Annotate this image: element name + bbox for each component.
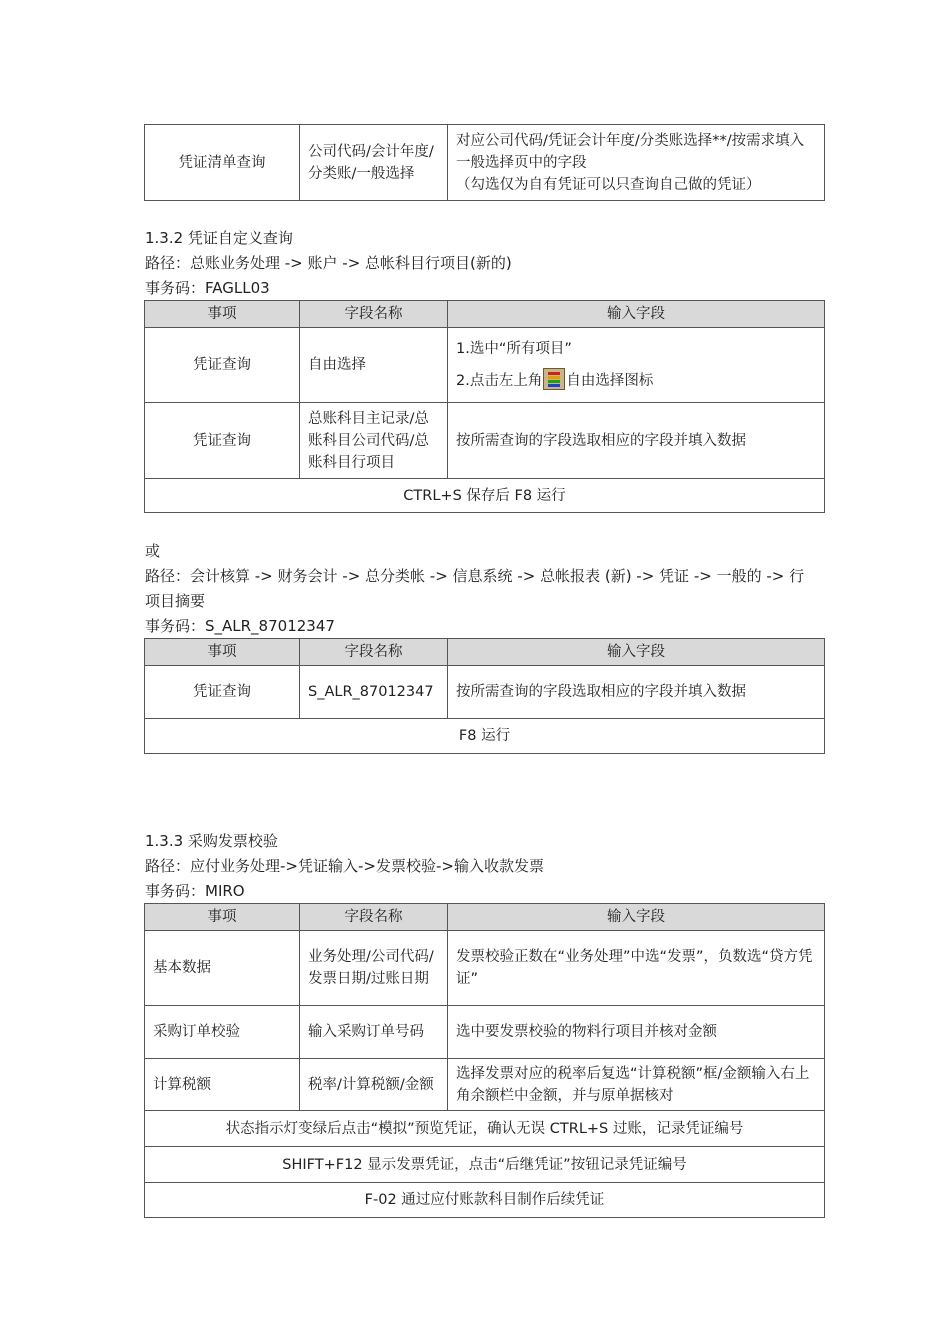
item-cell: 计算税额 bbox=[145, 1059, 300, 1111]
table-row bbox=[145, 328, 825, 403]
header-item: 事项 bbox=[145, 904, 300, 931]
item-cell: 基本数据 bbox=[145, 931, 300, 1006]
header-field: 字段名称 bbox=[300, 904, 448, 931]
field-cell: 税率/计算税额/金额 bbox=[300, 1059, 448, 1111]
transaction-code: 事务码：FAGLL03 bbox=[145, 279, 270, 297]
free-selection-icon bbox=[543, 368, 565, 390]
input-note: （勾选仅为自有凭证可以只查询自己做的凭证） bbox=[456, 176, 761, 193]
transaction-code: 事务码：S_ALR_87012347 bbox=[145, 617, 335, 635]
step-2-prefix: 2.点击左上角 bbox=[456, 373, 543, 389]
input-cell: 发票校验正数在“业务处理”中选“发票”，负数选“贷方凭证” bbox=[448, 931, 825, 1006]
input-cell: 按所需查询的字段选取相应的字段并填入数据 bbox=[448, 666, 825, 719]
footer-note: 状态指示灯变绿后点击“模拟”预览凭证，确认无误 CTRL+S 过账，记录凭证编号 bbox=[145, 1111, 825, 1147]
step-2-suffix: 自由选择图标 bbox=[566, 373, 654, 389]
table-footer-row bbox=[145, 1183, 825, 1218]
input-cell: 选择发票对应的税率后复选“计算税额”框/金额输入右上角余额栏中金额，并与原单据核对 bbox=[448, 1059, 825, 1111]
input-cell: 按所需查询的字段选取相应的字段并填入数据 bbox=[448, 403, 825, 479]
footer-note: F-02 通过应付账款科目制作后续凭证 bbox=[145, 1183, 825, 1218]
custom-query-table bbox=[144, 300, 825, 513]
field-cell: 输入采购订单号码 bbox=[300, 1006, 448, 1059]
footer-note: F8 运行 bbox=[145, 719, 825, 754]
item-cell: 凭证查询 bbox=[145, 403, 300, 479]
footer-note: SHIFT+F12 显示发票凭证，点击“后继凭证”按钮记录凭证编号 bbox=[145, 1147, 825, 1183]
table-row bbox=[145, 403, 825, 479]
table-row bbox=[145, 931, 825, 1006]
menu-path: 路径：总账业务处理 -> 账户 -> 总帐科目行项目(新的) bbox=[145, 254, 512, 272]
section-heading: 1.3.3 采购发票校验 bbox=[145, 832, 278, 850]
menu-path: 路径：会计核算 -> 财务会计 -> 总分类帐 -> 信息系统 -> 总帐报表 (新) -> 凭证 -> 一般的 -> 行项目摘要 bbox=[145, 567, 805, 610]
header-input: 输入字段 bbox=[448, 301, 825, 328]
header-field: 字段名称 bbox=[300, 639, 448, 666]
item-cell: 凭证清单查询 bbox=[145, 125, 300, 201]
header-input: 输入字段 bbox=[448, 639, 825, 666]
header-item: 事项 bbox=[145, 639, 300, 666]
table-row bbox=[145, 125, 825, 201]
input-cell bbox=[448, 328, 825, 403]
header-input: 输入字段 bbox=[448, 904, 825, 931]
menu-path: 路径：应付业务处理->凭证输入->发票校验->输入收款发票 bbox=[145, 857, 544, 875]
input-cell: 选中要发票校验的物料行项目并核对金额 bbox=[448, 1006, 825, 1059]
header-item: 事项 bbox=[145, 301, 300, 328]
table-header bbox=[145, 301, 825, 328]
table-footer-row bbox=[145, 1147, 825, 1183]
footer-note: CTRL+S 保存后 F8 运行 bbox=[145, 479, 825, 513]
item-cell: 采购订单校验 bbox=[145, 1006, 300, 1059]
input-step-1: 1.选中“所有项目” bbox=[456, 341, 572, 357]
item-cell: 凭证查询 bbox=[145, 666, 300, 719]
input-line: 对应公司代码/凭证会计年度/分类账选择**/按需求填入一般选择页中的字段 bbox=[456, 132, 805, 171]
table-row bbox=[145, 1006, 825, 1059]
table-footer-row bbox=[145, 1111, 825, 1147]
field-cell: 公司代码/会计年度/分类账/一般选择 bbox=[300, 125, 448, 201]
item-cell: 凭证查询 bbox=[145, 328, 300, 403]
table-header bbox=[145, 639, 825, 666]
field-cell: 业务处理/公司代码/发票日期/过账日期 bbox=[300, 931, 448, 1006]
input-step-2 bbox=[456, 368, 816, 392]
field-cell: 自由选择 bbox=[300, 328, 448, 403]
report-query-table bbox=[144, 638, 825, 754]
voucher-list-table bbox=[144, 124, 825, 201]
section-heading: 1.3.2 凭证自定义查询 bbox=[145, 229, 293, 247]
table-header bbox=[145, 904, 825, 931]
table-row bbox=[145, 666, 825, 719]
table-footer-row bbox=[145, 479, 825, 513]
input-cell bbox=[448, 125, 825, 201]
transaction-code: 事务码：MIRO bbox=[145, 882, 245, 900]
table-footer-row bbox=[145, 719, 825, 754]
header-field: 字段名称 bbox=[300, 301, 448, 328]
field-cell: S_ALR_87012347 bbox=[300, 666, 448, 719]
table-row bbox=[145, 1059, 825, 1111]
invoice-verification-table bbox=[144, 903, 825, 1218]
or-label: 或 bbox=[145, 542, 161, 560]
field-cell: 总账科目主记录/总账科目公司代码/总账科目行项目 bbox=[300, 403, 448, 479]
